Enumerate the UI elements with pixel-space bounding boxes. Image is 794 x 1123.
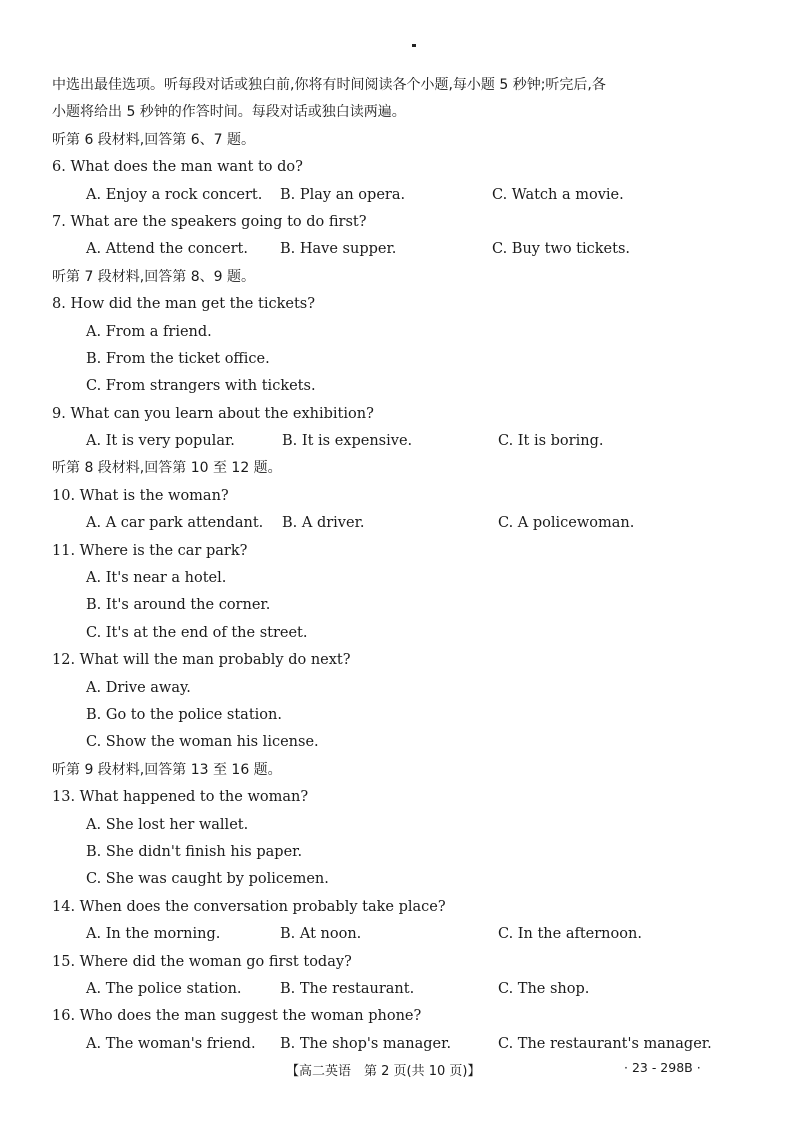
option-b: B. A driver.	[282, 515, 365, 532]
footer-page-label: 【高二英语 第 2 页(共 10 页)】	[286, 1064, 481, 1079]
question-9-options	[52, 428, 712, 455]
question-11-stem: 11. Where is the car park?	[52, 542, 248, 559]
page-footer	[0, 1060, 794, 1084]
option-a: A. The woman's friend.	[86, 1035, 256, 1052]
footer-exam-code: · 23 - 298B ·	[624, 1060, 701, 1075]
option-c: C. Show the woman his license.	[86, 734, 319, 751]
question-7-stem: 7. What are the speakers going to do first?	[52, 213, 367, 230]
option-a: A. Attend the concert.	[86, 241, 248, 258]
question-7-options	[52, 236, 712, 263]
section-heading-8: 听第 8 段材料,回答第 10 至 12 题。	[52, 460, 282, 477]
intro-line-2: 小题将给出 5 秒钟的作答时间。每段对话或独白读两遍。	[52, 104, 406, 121]
question-16-stem: 16. Who does the man suggest the woman phone?	[52, 1008, 422, 1025]
option-c: C. It's at the end of the street.	[86, 624, 308, 641]
question-6-options	[52, 182, 712, 209]
exam-page	[52, 72, 712, 1058]
option-c: C. In the afternoon.	[498, 926, 642, 943]
option-b: B. The restaurant.	[280, 980, 415, 997]
option-c: C. It is boring.	[498, 433, 604, 450]
question-10-options	[52, 510, 712, 537]
option-b: B. At noon.	[280, 926, 362, 943]
question-15-stem: 15. Where did the woman go first today?	[52, 953, 352, 970]
option-c: C. The restaurant's manager.	[498, 1035, 712, 1052]
option-b: B. Go to the police station.	[86, 706, 282, 723]
question-10-stem: 10. What is the woman?	[52, 487, 229, 504]
question-14-stem: 14. When does the conversation probably take place?	[52, 898, 446, 915]
option-b: B. It's around the corner.	[86, 597, 271, 614]
option-c: C. The shop.	[498, 980, 590, 997]
option-a: A. From a friend.	[86, 323, 212, 340]
option-c: C. Buy two tickets.	[492, 241, 630, 258]
option-c: C. Watch a movie.	[492, 186, 624, 203]
option-c: C. From strangers with tickets.	[86, 378, 316, 395]
question-16-options	[52, 1031, 712, 1058]
option-a: A. The police station.	[86, 980, 242, 997]
question-15-options	[52, 976, 712, 1003]
option-b: B. Have supper.	[280, 241, 397, 258]
option-b: B. Play an opera.	[280, 186, 406, 203]
option-a: A. Enjoy a rock concert.	[86, 186, 263, 203]
question-14-options	[52, 921, 712, 948]
option-c: C. A policewoman.	[498, 515, 635, 532]
option-c: C. She was caught by policemen.	[86, 871, 329, 888]
option-a: A. She lost her wallet.	[86, 816, 249, 833]
option-b: B. The shop's manager.	[280, 1035, 452, 1052]
intro-line-1: 中选出最佳选项。听每段对话或独白前,你将有时间阅读各个小题,每小题 5 秒钟;听完后,各	[52, 77, 606, 93]
option-a: A. A car park attendant.	[86, 515, 264, 532]
option-b: B. From the ticket office.	[86, 350, 270, 367]
option-a: A. Drive away.	[86, 679, 191, 696]
section-heading-7: 听第 7 段材料,回答第 8、9 题。	[52, 268, 255, 285]
option-a: A. It is very popular.	[86, 433, 235, 450]
question-6-stem: 6. What does the man want to do?	[52, 159, 303, 176]
question-13-stem: 13. What happened to the woman?	[52, 789, 309, 806]
section-heading-6: 听第 6 段材料,回答第 6、7 题。	[52, 131, 255, 148]
question-8-stem: 8. How did the man get the tickets?	[52, 296, 315, 313]
page-mark	[412, 44, 416, 47]
option-b: B. She didn't finish his paper.	[86, 843, 303, 860]
question-12-stem: 12. What will the man probably do next?	[52, 652, 351, 669]
option-a: A. In the morning.	[86, 926, 221, 943]
option-b: B. It is expensive.	[282, 433, 413, 450]
option-a: A. It's near a hotel.	[86, 570, 227, 587]
question-9-stem: 9. What can you learn about the exhibition?	[52, 405, 374, 422]
section-heading-9: 听第 9 段材料,回答第 13 至 16 题。	[52, 761, 282, 778]
